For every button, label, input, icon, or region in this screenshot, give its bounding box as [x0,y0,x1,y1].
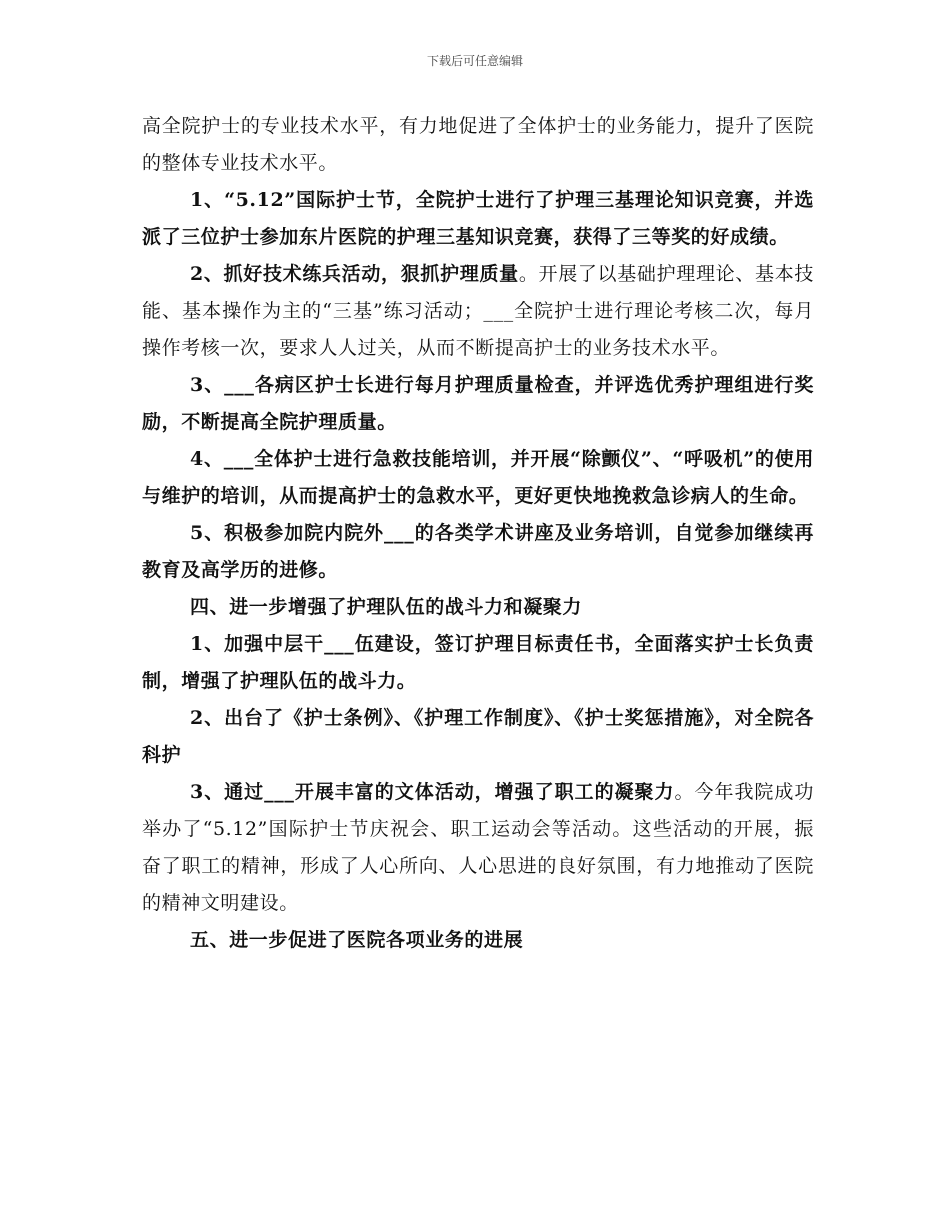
document-body [142,108,814,959]
paragraph-item-2 [142,256,814,367]
paragraph-item-3: 3、___各病区护士长进行每月护理质量检查，并评选优秀护理组进行奖励，不断提高全院护理质量。 [142,374,814,433]
paragraph-item-5: 5、积极参加院内院外___的各类学术讲座及业务培训，自觉参加继续再教育及高学历的进修。 [142,522,814,581]
paragraph-continuation: 高全院护士的专业技术水平，有力地促进了全体护士的业务能力，提升了医院的整体专业技术水平。 [142,115,814,174]
paragraph-body-text: 。今年我院成功举办了“5.12”国际护士节庆祝会、职工运动会等活动。这些活动的开展，振奋了职工的精神，形成了人心所向、人心思进的良好氛围，有力地推动了医院的精神文明建设。 [142,781,814,914]
section-heading-5: 五、进一步促进了医院各项业务的进展 [190,929,524,951]
paragraph-lead-bold: 3、通过___开展丰富的文体活动，增强了职工的凝聚力 [190,781,675,803]
paragraph-sub-3 [142,774,814,922]
paragraph-body-text: 。开展了以基础护理理论、基本技能、基本操作为主的“三基”练习活动；___全院护士进行理论考核二次，每月操作考核一次，要求人人过关，从而不断提高护士的业务技术水平。 [142,263,814,359]
paragraph-item-1: 1、“5.12”国际护士节，全院护士进行了护理三基理论知识竞赛，并选派了三位护士参加东片医院的护理三基知识竞赛，获得了三等奖的好成绩。 [142,189,814,248]
paragraph-lead-bold: 2、抓好技术练兵活动，狠抓护理质量 [190,263,519,285]
paragraph-sub-1: 1、加强中层干___伍建设，签订护理目标责任书，全面落实护士长负责制，增强了护理队伍的战斗力。 [142,633,814,692]
paragraph-item-4: 4、___全体护士进行急救技能培训，并开展“除颤仪”、“呼吸机”的使用与维护的培训，从而提高护士的急救水平，更好更快地挽救急诊病人的生命。 [142,448,814,507]
paragraph-sub-2: 2、出台了《护士条例》、《护理工作制度》、《护士奖惩措施》，对全院各科护 [142,707,814,766]
page-header: 下载后可任意编辑 [426,54,523,68]
section-heading-4: 四、进一步增强了护理队伍的战斗力和凝聚力 [190,596,583,618]
